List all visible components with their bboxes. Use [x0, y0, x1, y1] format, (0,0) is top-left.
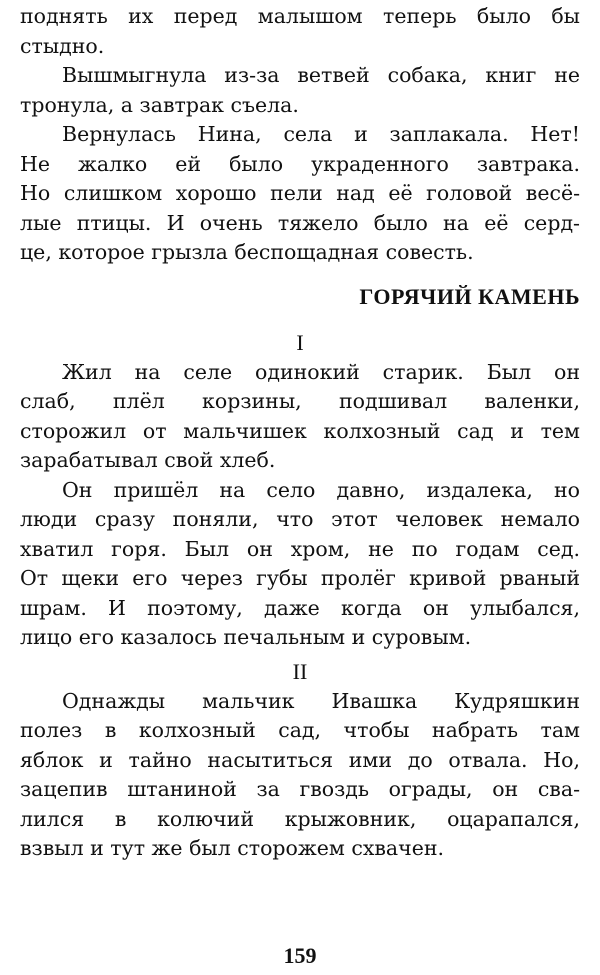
text-line: яблок и тайно насытиться ими до отвала. Но,	[20, 747, 580, 772]
text-line: Вышмыгнула из-за ветвей собака, книг не	[62, 63, 580, 87]
text-line: це, которое грызла беспощадная совесть.	[20, 240, 474, 264]
text-line: тронула, а завтрак съела.	[20, 92, 299, 117]
text-line: лился в колючий крыжовник, оцарапался,	[20, 806, 580, 831]
chapter-title: ГОРЯЧИЙ КАМЕНЬ	[359, 283, 580, 309]
text-line: люди сразу поняли, что этот человек немало	[20, 507, 580, 531]
section-numeral: II	[292, 658, 308, 684]
text-line: Вернулась Нина, села и заплакала. Нет!	[62, 122, 580, 146]
text-line: лые птицы. И очень тяжело было на её серд-	[20, 210, 580, 235]
text-line: Но слишком хорошо пели над её головой весё-	[20, 181, 580, 205]
text-line: взвыл и тут же был сторожем схвачен.	[20, 836, 445, 860]
text-line: Он пришёл на село давно, издалека, но	[62, 477, 580, 502]
text-line: полез в колхозный сад, чтобы набрать там	[20, 718, 580, 742]
text-line: Однажды мальчик Ивашка Кудряшкин	[62, 688, 580, 713]
text-line: Не жалко ей было украденного завтрака.	[20, 151, 580, 176]
text-line: стыдно.	[20, 33, 105, 58]
text-line: поднять их перед малышом теперь было бы	[20, 4, 580, 28]
text-line: зацепив штаниной за гвоздь ограды, он сва-	[20, 777, 580, 801]
text-line: слаб, плёл корзины, подшивал валенки,	[20, 389, 580, 413]
text-line: лицо его казалось печальным и суровым.	[20, 625, 472, 649]
page-number: 159	[283, 943, 317, 968]
text-line: зарабатывал свой хлеб.	[20, 448, 276, 472]
text-line: сторожил от мальчишек колхозный сад и тем	[20, 418, 580, 443]
text-line: шрам. И поэтому, даже когда он улыбался,	[20, 595, 580, 620]
text-line: От щеки его через губы пролёг кривой рваный	[20, 566, 580, 590]
text-line: Жил на селе одинокий старик. Был он	[62, 359, 580, 384]
text-line: хватил горя. Был он хром, не по годам сед.	[20, 536, 580, 561]
section-numeral: I	[296, 329, 304, 355]
